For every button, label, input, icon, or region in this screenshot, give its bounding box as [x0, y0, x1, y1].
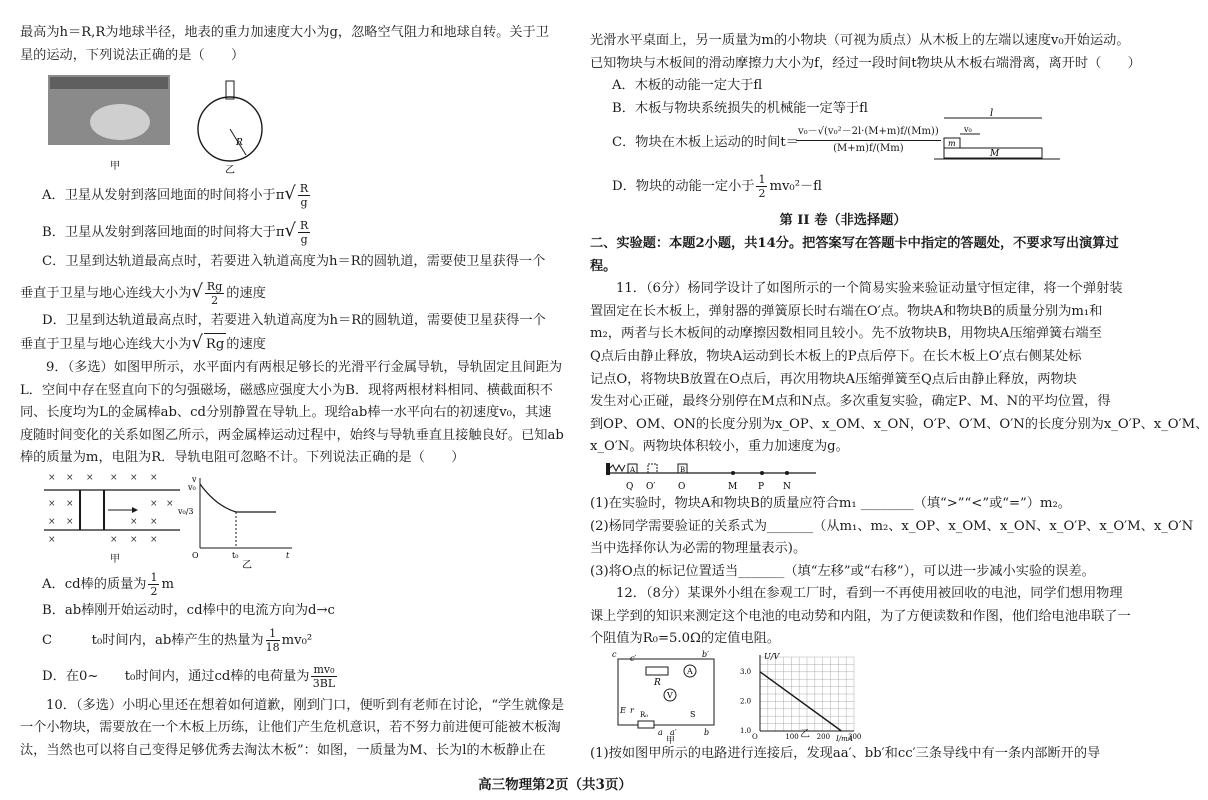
fig12-grid: [760, 657, 854, 731]
svg-text:×: ×: [48, 498, 56, 509]
fig11-N-label: N: [783, 481, 791, 492]
q11-line3: m₂，两者与长木板间的动摩擦因数相同且较小。先不放物块B，用物块A压缩弹簧右端至: [590, 326, 1102, 342]
svg-text:×: ×: [66, 498, 74, 509]
fig9-graph-curve: [200, 484, 276, 512]
q8-option-D-line2: 垂直于卫星与地心连线大小为√ Rg 的速度: [20, 332, 552, 357]
fig12-R-label: R: [654, 678, 661, 689]
fig8-yi-label: 乙: [225, 165, 235, 177]
fig11-point-P: [760, 471, 764, 475]
svg-text:×: ×: [66, 516, 74, 527]
svg-text:×: ×: [48, 472, 56, 483]
section-title: 第 II 卷（非选择题）: [779, 213, 907, 229]
x-tick-label: 200: [816, 733, 831, 742]
fig9-v0-label: v₀: [188, 482, 196, 492]
fig12-c-label: c: [612, 650, 617, 660]
svg-text:×: ×: [110, 534, 118, 545]
q10-cont-line2: 已知物块与木板间的滑动摩擦力大小为f，经过一段时间t物块从木板右端滑离，离开时（ ）: [590, 55, 1141, 71]
fig8-illustration: [20, 67, 280, 177]
q10-line2: 一个小物块，需要放在一个木板上历练，让他们产生危机意识，若不努力前进便可能被木板淘: [20, 720, 561, 736]
q12-part1: (1)按如图甲所示的电路进行连接后，发现aa′、bb′和cc′三条导线中有一条内部断开的导: [590, 746, 1101, 762]
fig9-illustration: [20, 470, 320, 570]
q8-option-C-line1: C．卫星到达轨道最高点时，若要进入轨道高度为h＝R的圆轨道，需要使卫星获得一个: [42, 254, 546, 270]
fig11-point-N: [785, 471, 789, 475]
fig12-xlabel: I/mA: [836, 735, 853, 744]
fig10: [930, 110, 1090, 170]
q9-option-C: C t₀时间内，ab棒产生的热量为 $\frac{1}{18}$ mv₀²: [42, 626, 313, 654]
fig9-arrow-head: [132, 507, 138, 513]
fig11-P-label: P: [758, 481, 765, 492]
fig11-A-label: A: [630, 465, 636, 474]
q11-part2-line2: 当中选择你认为必需的物理量表示)。: [590, 541, 807, 557]
fig10-m-label: m: [948, 139, 956, 149]
q11-line6: 发生对心正碰，最终分别停在M点和N点。多次重复实验，确定P、M、N的平均位置，得: [590, 394, 1111, 410]
q10-line1: 10．（多选）小明心里还在想着如何道歉，刚到门口，便听到有老师在讨论，“学生就像是: [46, 697, 565, 713]
fig12-circuit: [610, 650, 730, 747]
q9-line1: 9．（多选）如图甲所示，水平面内有两根足够长的光滑平行金属导轨，导轨固定且间距为: [46, 359, 563, 375]
right-column: [590, 0, 1208, 766]
svg-text:×: ×: [130, 516, 138, 527]
section2-line2: 程。: [590, 258, 617, 274]
fig11-spring-end: [648, 464, 657, 473]
q9-line3: 同、长度均为L的金属棒ab、cd分别静置在导轨上。现给ab棒一水平向右的初速度v₀，其速: [20, 405, 552, 421]
fig11-launcher: [606, 463, 610, 475]
fig12-yi-label: 乙: [800, 729, 810, 741]
fig12-R0-label: R₀: [640, 711, 649, 720]
q11-line4: Q点后由静止释放，物块A运动到长木板上的P点后停下。在长木板上O′点右侧某处标: [590, 348, 1082, 364]
svg-text:×: ×: [150, 516, 158, 527]
svg-text:×: ×: [48, 534, 56, 545]
fig9-v0-3-label: v₀/3: [178, 506, 194, 516]
fig11-point-M: [731, 471, 735, 475]
fig9-t-label: t: [286, 550, 290, 560]
q9-option-B: B．ab棒刚开始运动时，cd棒中的电流方向为d→c: [42, 602, 335, 618]
fig11-O-label: O: [678, 481, 686, 492]
q11-line5: 记点O，将物块B放置在O点后，再次用物块A压缩弹簧至Q点后由静止释放，两物块: [590, 371, 1077, 387]
svg-text:×: ×: [130, 472, 138, 483]
q8-option-C-line2: 垂直于卫星与地心连线大小为√ $\frac{Rg}{2}$ 的速度: [20, 279, 266, 307]
svg-text:×: ×: [150, 472, 158, 483]
fig12-V-label: V: [667, 691, 673, 701]
svg-text:×: ×: [110, 472, 118, 483]
q9-line2: L．空间中存在竖直向下的匀强磁场，磁感应强度大小为B．现将两根材料相同、横截面积不: [20, 382, 553, 398]
q10-cont-line1: 光滑水平桌面上，另一质量为m的小物块（可视为质点）从木板上的左端以速度v₀开始运动。: [590, 33, 1130, 48]
q8-option-A: A．卫星从发射到落回地面的时间将小于π√ $\frac{R}{g}$: [42, 182, 309, 210]
fig8: [20, 67, 552, 177]
fig11-M-label: M: [728, 481, 738, 492]
fig10-l-label: l: [990, 108, 994, 120]
fig8-photo-sky: [50, 77, 168, 89]
section2-line1: 二、实验题：本题2小题，共14分。把答案写在答题卡中指定的答题处，不要求写出演算过: [590, 235, 1119, 251]
fig12-A-label: A: [687, 667, 693, 677]
q11-line8: x_O′N。两物块体积较小，重力加速度为g。: [590, 439, 849, 455]
q11-part1: (1)在实验时，物块A和物块B的质量应符合m₁ ________（填“>”“<”或“=”）m₂。: [590, 495, 1071, 511]
fig8-jia-label: 甲: [110, 161, 120, 173]
q9-option-A: A．cd棒的质量为 $\frac{1}{2}$ m: [42, 570, 174, 598]
q8-line1: 最高为h＝R,R为地球半径，地表的重力加速度大小为g，忽略空气阻力和地球自转。关于卫: [20, 25, 549, 40]
q10-option-B: B．木板与物块系统损失的机械能一定等于fl: [612, 100, 868, 116]
q10-option-D: D．物块的动能一定小于 $\frac{1}{2}$ mv₀²－fl: [612, 173, 822, 201]
y-tick-label: 2.0: [740, 697, 752, 706]
fig9-field-marks: [48, 473, 174, 545]
fig10-v0-label: v₀: [964, 125, 972, 135]
x-tick-label: 100: [785, 733, 799, 742]
q11-line2: 置固定在长木板上，弹射器的弹簧原长时右端在O′点。物块A和物块B的质量分别为m₁和: [590, 303, 1103, 319]
q9-option-D: D．在0~ t₀时间内，通过cd棒的电荷量为 $\frac{\text{mv₀}}{3BL}$: [42, 662, 336, 690]
fig12-origin-label: O: [752, 733, 758, 742]
svg-text:×: ×: [130, 534, 138, 545]
fig9-jia-label: 甲: [110, 553, 120, 565]
svg-text:×: ×: [150, 498, 158, 509]
fig11-B-label: B: [680, 465, 686, 474]
fig11-spring: [610, 465, 625, 471]
q12-line2: 课上学到的知识来测定这个电池的电动势和内阻，为了方便读数和作图，他们给电池串联了一: [590, 608, 1131, 624]
fig12-rheostat: [646, 667, 668, 675]
q9-line4: 度随时间变化的关系如图乙所示，两金属棒运动过程中，始终与导轨垂直且接触良好。已知ab: [20, 427, 564, 443]
y-tick-label: 1.0: [740, 727, 752, 736]
q12-line1: 12．（8分）某课外小组在参观工厂时，看到一不再使用被回收的电池，同学们想用物理: [616, 586, 1123, 602]
fig12-b-label: b: [704, 728, 710, 738]
x-tick-label: 300: [848, 733, 862, 742]
fig8-photo-dish: [90, 104, 150, 140]
svg-text:×: ×: [150, 534, 158, 545]
fig12-a-label: a: [658, 728, 663, 738]
svg-text:×: ×: [166, 498, 174, 509]
fig12-a1-label: a′: [670, 728, 677, 738]
q12-line3: 个阻值为R₀=5.0Ω的定值电阻。: [590, 631, 781, 647]
q8-option-D-line1: D．卫星到达轨道最高点时，若要进入轨道高度为h＝R的圆轨道，需要使卫星获得一个: [42, 312, 546, 328]
svg-text:×: ×: [86, 472, 94, 483]
q11-line7: 到OP、OM、ON的长度分别为x_OP、x_OM、x_ON，O′P、O′M、O′N的长度分别为x_O′P、x_O′M、: [590, 416, 1208, 432]
q10-line3: 汰，当然也可以将自己变得足够优秀去淘汰木板”：如图，一质量为M、长为l的木板静止在: [20, 742, 546, 758]
fig9-t0-label: t₀: [232, 550, 239, 560]
fig12-r-label: r: [630, 706, 634, 716]
q11-part2-line1: (2)杨同学需要验证的关系式为_______（从m₁、m₂、x_OP、x_OM、x_ON、x_O′P、x_O′M、x_O′N: [590, 518, 1194, 534]
q8-line2: 星的运动，下列说法正确的是（ ）: [20, 47, 245, 63]
q11-part3: (3)将O点的标记位置适当_______（填“左移”或“右移”），可以进一步减小实验的误差。: [590, 563, 1095, 579]
fig12: [590, 650, 1096, 747]
svg-text:×: ×: [48, 516, 56, 527]
q10-option-C: C．物块在木板上运动的时间t＝: [612, 135, 799, 151]
y-tick-label: 3.0: [740, 667, 752, 676]
q9-line5: 棒的质量为m，电阻为R．导轨电阻可忽略不计。下列说法正确的是（ ）: [20, 450, 465, 466]
svg-text:×: ×: [66, 472, 74, 483]
fig12-ylabel: U/V: [764, 652, 780, 662]
fig9-yi-label: 乙: [242, 559, 252, 571]
q8-option-B: B．卫星从发射到落回地面的时间将大于π√ $\frac{R}{g}$: [42, 219, 309, 247]
fig12-E-label: E: [620, 706, 626, 716]
fig12-S-label: S: [690, 710, 696, 720]
fig10-M-label: M: [990, 149, 1000, 160]
fig11-Q-label: Q: [626, 481, 634, 492]
fig12-jia-label: 甲: [666, 736, 676, 747]
q10-option-C-formula: $\frac{\text{v₀－√(v₀²－2l·(M+m)f/(Mm))}}{(M+m)f/(Mm)}$: [798, 126, 939, 155]
fig9: [20, 470, 552, 570]
fig9-o-label: O: [192, 550, 199, 560]
fig11-illustration: [590, 459, 820, 493]
fig12-b1-label: b′: [702, 650, 709, 660]
fig11-O1-label: O′: [646, 481, 656, 492]
q10-option-A: A．木板的动能一定大于fl: [612, 78, 763, 94]
fig12-R0-resistor: [638, 721, 654, 728]
fig8-R-label: R: [236, 138, 243, 149]
page-footer: 高三物理第2页（共3页）: [478, 777, 632, 793]
fig9-v-label: v: [192, 474, 197, 484]
fig11: [590, 459, 1096, 493]
left-column: [20, 0, 565, 762]
fig12-c1-label: c′: [630, 654, 637, 664]
q11-line1: 11．（6分）杨同学设计了如图所示的一个简易实验来验证动量守恒定律，将一个弹射装: [616, 281, 1123, 297]
